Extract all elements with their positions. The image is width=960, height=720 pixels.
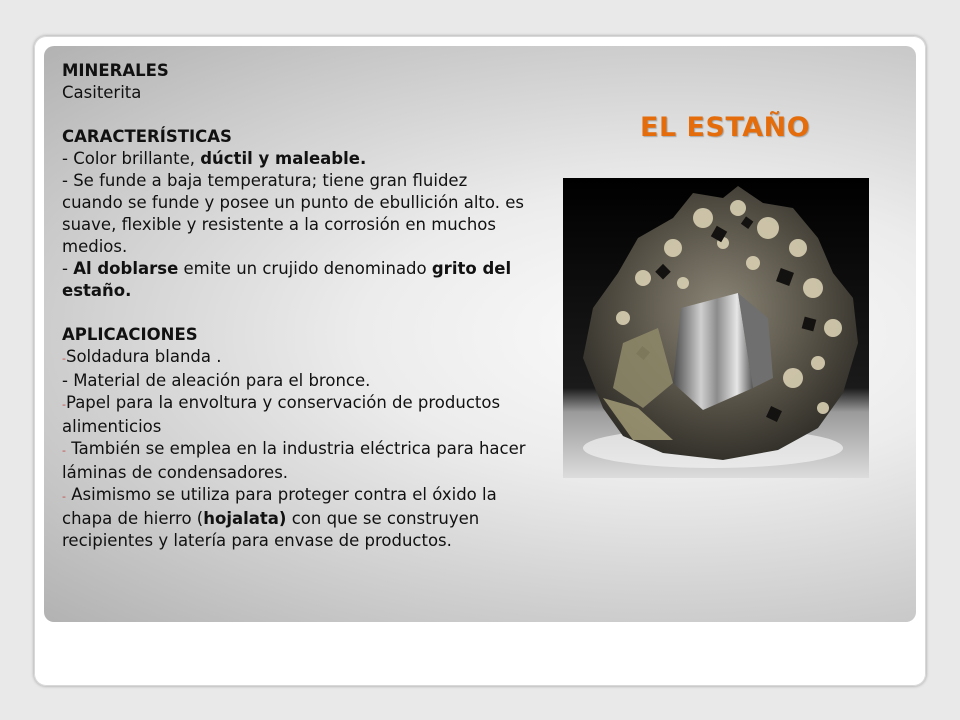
minerals-heading: MINERALES bbox=[62, 61, 169, 80]
feature-3: - Al doblarse emite un crujido denominado grito del estaño. bbox=[62, 259, 512, 300]
application-2: - Material de aleación para el bronce. bbox=[62, 371, 371, 390]
applications-heading: APLICACIONES bbox=[62, 325, 198, 344]
slide-title: EL ESTAÑO bbox=[640, 112, 811, 143]
application-1: -Soldadura blanda . bbox=[62, 347, 222, 366]
mineral-name: Casiterita bbox=[62, 83, 142, 102]
application-5: - Asimismo se utiliza para proteger contra el óxido la chapa de hierro (hojalata) con que se construyen recipientes y latería para envase de productos. bbox=[62, 485, 497, 550]
features-heading: CARACTERÍSTICAS bbox=[62, 127, 232, 146]
application-3: -Papel para la envoltura y conservación de productos alimenticios bbox=[62, 393, 501, 436]
text-content bbox=[62, 60, 532, 552]
cassiterite-photo bbox=[563, 178, 869, 478]
application-4: - También se emplea en la industria eléctrica para hacer láminas de condensadores. bbox=[62, 439, 526, 482]
feature-1: - Color brillante, dúctil y maleable. bbox=[62, 149, 367, 168]
feature-2: - Se funde a baja temperatura; tiene gran fluidez cuando se funde y posee un punto de ebullición alto. es suave, flexible y resistente a la corrosión en muchos medios. bbox=[62, 171, 524, 256]
slide-panel bbox=[44, 46, 916, 622]
